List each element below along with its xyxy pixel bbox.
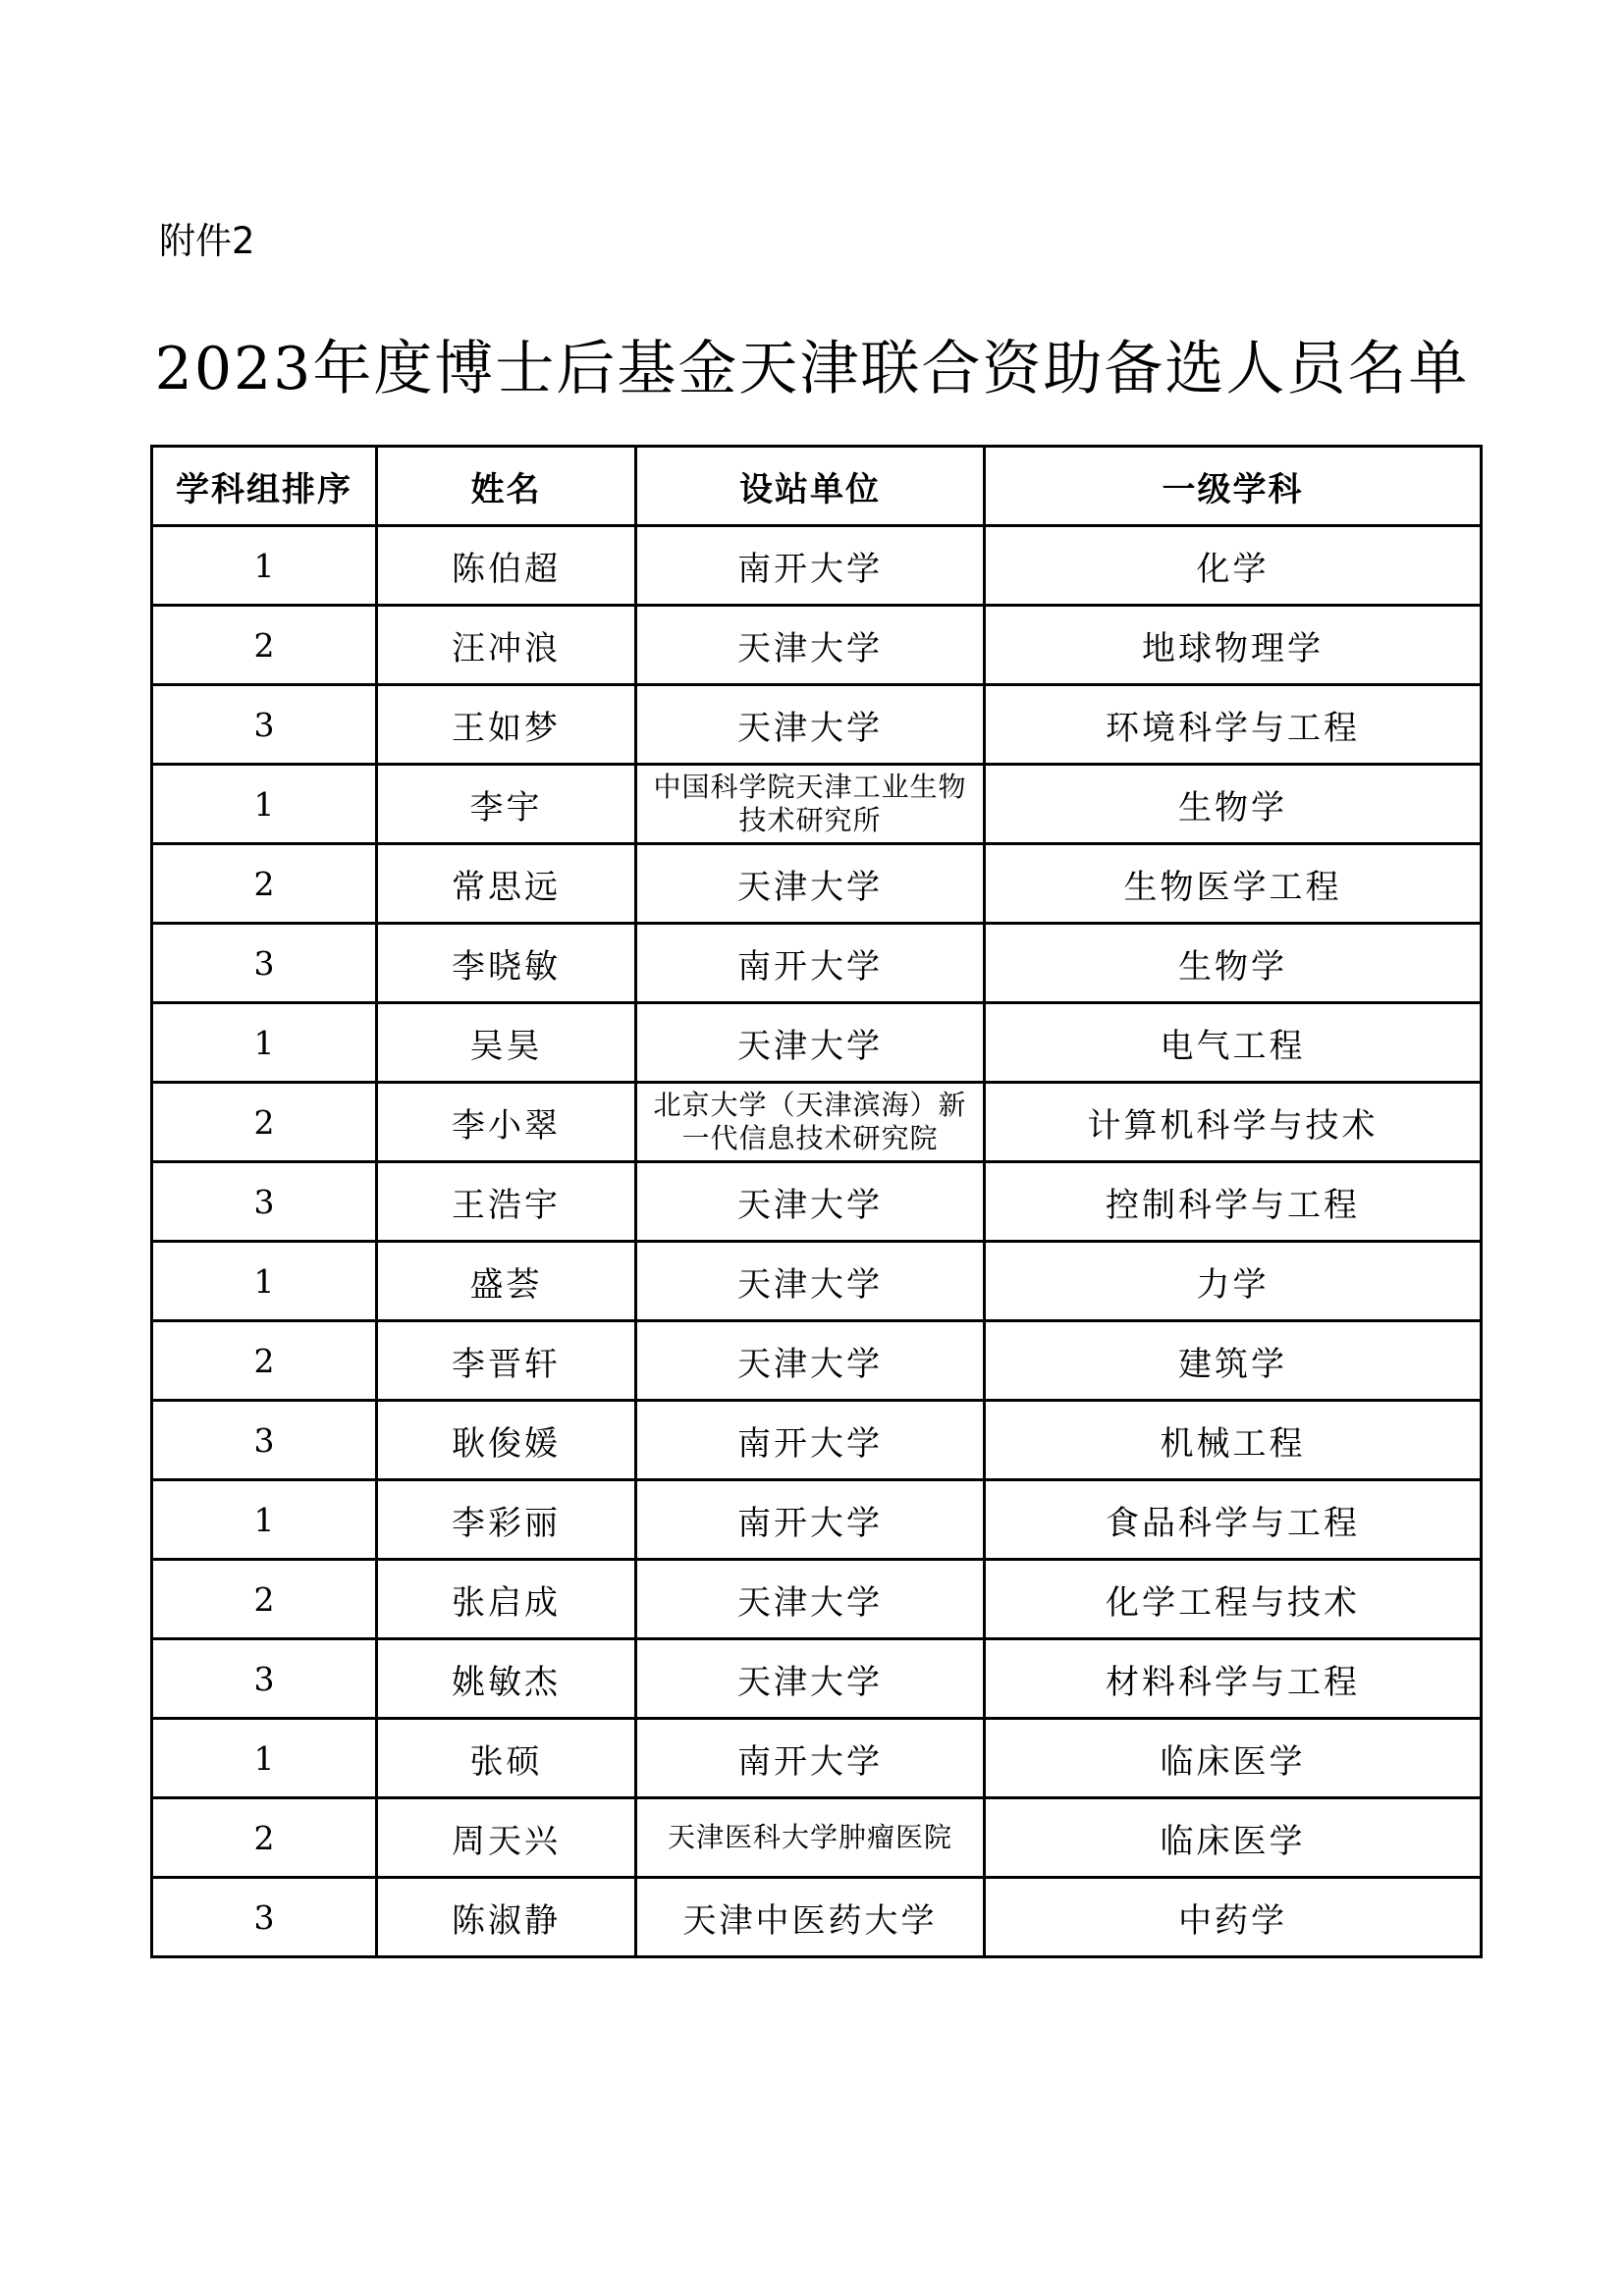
table-header-row	[152, 447, 1482, 526]
cell-rank: 2	[152, 844, 377, 924]
cell-unit: 天津大学	[636, 1242, 985, 1321]
cell-unit	[636, 765, 985, 844]
cell-unit: 天津中医药大学	[636, 1878, 985, 1957]
cell-unit: 天津大学	[636, 1162, 985, 1242]
header-rank: 学科组排序	[152, 447, 377, 526]
cell-name: 李小翠	[377, 1083, 636, 1162]
cell-unit-text: 中国科学院天津工业生物技术研究所	[653, 771, 967, 836]
table-row	[152, 1321, 1482, 1401]
table-row	[152, 1878, 1482, 1957]
cell-name: 王如梦	[377, 685, 636, 765]
cell-unit: 南开大学	[636, 1401, 985, 1480]
cell-discipline: 控制科学与工程	[985, 1162, 1482, 1242]
cell-name: 姚敏杰	[377, 1639, 636, 1719]
cell-rank: 1	[152, 1242, 377, 1321]
cell-unit: 天津大学	[636, 844, 985, 924]
cell-unit: 天津大学	[636, 606, 985, 685]
table-row	[152, 1083, 1482, 1162]
cell-rank: 3	[152, 685, 377, 765]
cell-name: 陈淑静	[377, 1878, 636, 1957]
cell-rank: 3	[152, 924, 377, 1003]
cell-discipline: 生物医学工程	[985, 844, 1482, 924]
cell-rank: 3	[152, 1878, 377, 1957]
document-title: 2023年度博士后基金天津联合资助备选人员名单	[154, 335, 1470, 403]
cell-name: 张硕	[377, 1719, 636, 1798]
cell-name: 耿俊媛	[377, 1401, 636, 1480]
table-row	[152, 1003, 1482, 1083]
cell-name: 吴昊	[377, 1003, 636, 1083]
cell-name: 常思远	[377, 844, 636, 924]
cell-discipline: 环境科学与工程	[985, 685, 1482, 765]
attachment-label: 附件2	[159, 220, 255, 262]
cell-unit: 天津大学	[636, 1321, 985, 1401]
cell-discipline: 临床医学	[985, 1719, 1482, 1798]
cell-name: 周天兴	[377, 1798, 636, 1878]
cell-name: 李宇	[377, 765, 636, 844]
table-row	[152, 606, 1482, 685]
cell-rank: 2	[152, 606, 377, 685]
table-row	[152, 1639, 1482, 1719]
cell-discipline: 电气工程	[985, 1003, 1482, 1083]
cell-discipline: 力学	[985, 1242, 1482, 1321]
cell-name: 汪冲浪	[377, 606, 636, 685]
table-row	[152, 1719, 1482, 1798]
cell-rank: 2	[152, 1560, 377, 1639]
header-discipline: 一级学科	[985, 447, 1482, 526]
cell-rank: 2	[152, 1321, 377, 1401]
cell-name: 张启成	[377, 1560, 636, 1639]
cell-discipline: 地球物理学	[985, 606, 1482, 685]
cell-unit: 南开大学	[636, 526, 985, 606]
table-row	[152, 1480, 1482, 1560]
cell-unit: 天津大学	[636, 1560, 985, 1639]
cell-unit: 南开大学	[636, 924, 985, 1003]
header-name: 姓名	[377, 447, 636, 526]
cell-discipline: 机械工程	[985, 1401, 1482, 1480]
cell-unit: 南开大学	[636, 1480, 985, 1560]
cell-discipline: 化学	[985, 526, 1482, 606]
cell-rank: 1	[152, 1480, 377, 1560]
cell-name: 李晓敏	[377, 924, 636, 1003]
cell-discipline: 化学工程与技术	[985, 1560, 1482, 1639]
cell-discipline: 计算机科学与技术	[985, 1083, 1482, 1162]
cell-discipline: 建筑学	[985, 1321, 1482, 1401]
cell-unit-text: 北京大学（天津滨海）新一代信息技术研究院	[653, 1089, 967, 1154]
table-row	[152, 1242, 1482, 1321]
table-row	[152, 1798, 1482, 1878]
cell-name: 李晋轩	[377, 1321, 636, 1401]
cell-discipline: 中药学	[985, 1878, 1482, 1957]
cell-rank: 2	[152, 1083, 377, 1162]
table-row	[152, 844, 1482, 924]
candidate-table	[150, 445, 1483, 1958]
cell-unit	[636, 1798, 985, 1878]
table-row	[152, 765, 1482, 844]
cell-rank: 1	[152, 1719, 377, 1798]
cell-rank: 3	[152, 1639, 377, 1719]
cell-rank: 2	[152, 1798, 377, 1878]
cell-rank: 3	[152, 1162, 377, 1242]
cell-name: 王浩宇	[377, 1162, 636, 1242]
cell-discipline: 临床医学	[985, 1798, 1482, 1878]
cell-name: 陈伯超	[377, 526, 636, 606]
cell-discipline: 生物学	[985, 924, 1482, 1003]
cell-rank: 1	[152, 526, 377, 606]
cell-unit: 天津大学	[636, 1639, 985, 1719]
cell-name: 盛荟	[377, 1242, 636, 1321]
table-row	[152, 924, 1482, 1003]
cell-name: 李彩丽	[377, 1480, 636, 1560]
cell-rank: 1	[152, 1003, 377, 1083]
cell-unit-text: 天津医科大学肿瘤医院	[667, 1821, 952, 1853]
table-row	[152, 1162, 1482, 1242]
cell-rank: 1	[152, 765, 377, 844]
cell-discipline: 生物学	[985, 765, 1482, 844]
header-unit: 设站单位	[636, 447, 985, 526]
table-row	[152, 1401, 1482, 1480]
cell-discipline: 材料科学与工程	[985, 1639, 1482, 1719]
cell-unit: 南开大学	[636, 1719, 985, 1798]
cell-rank: 3	[152, 1401, 377, 1480]
cell-unit: 天津大学	[636, 1003, 985, 1083]
table-row	[152, 1560, 1482, 1639]
cell-unit: 天津大学	[636, 685, 985, 765]
cell-unit	[636, 1083, 985, 1162]
table-row	[152, 526, 1482, 606]
table-row	[152, 685, 1482, 765]
cell-discipline: 食品科学与工程	[985, 1480, 1482, 1560]
